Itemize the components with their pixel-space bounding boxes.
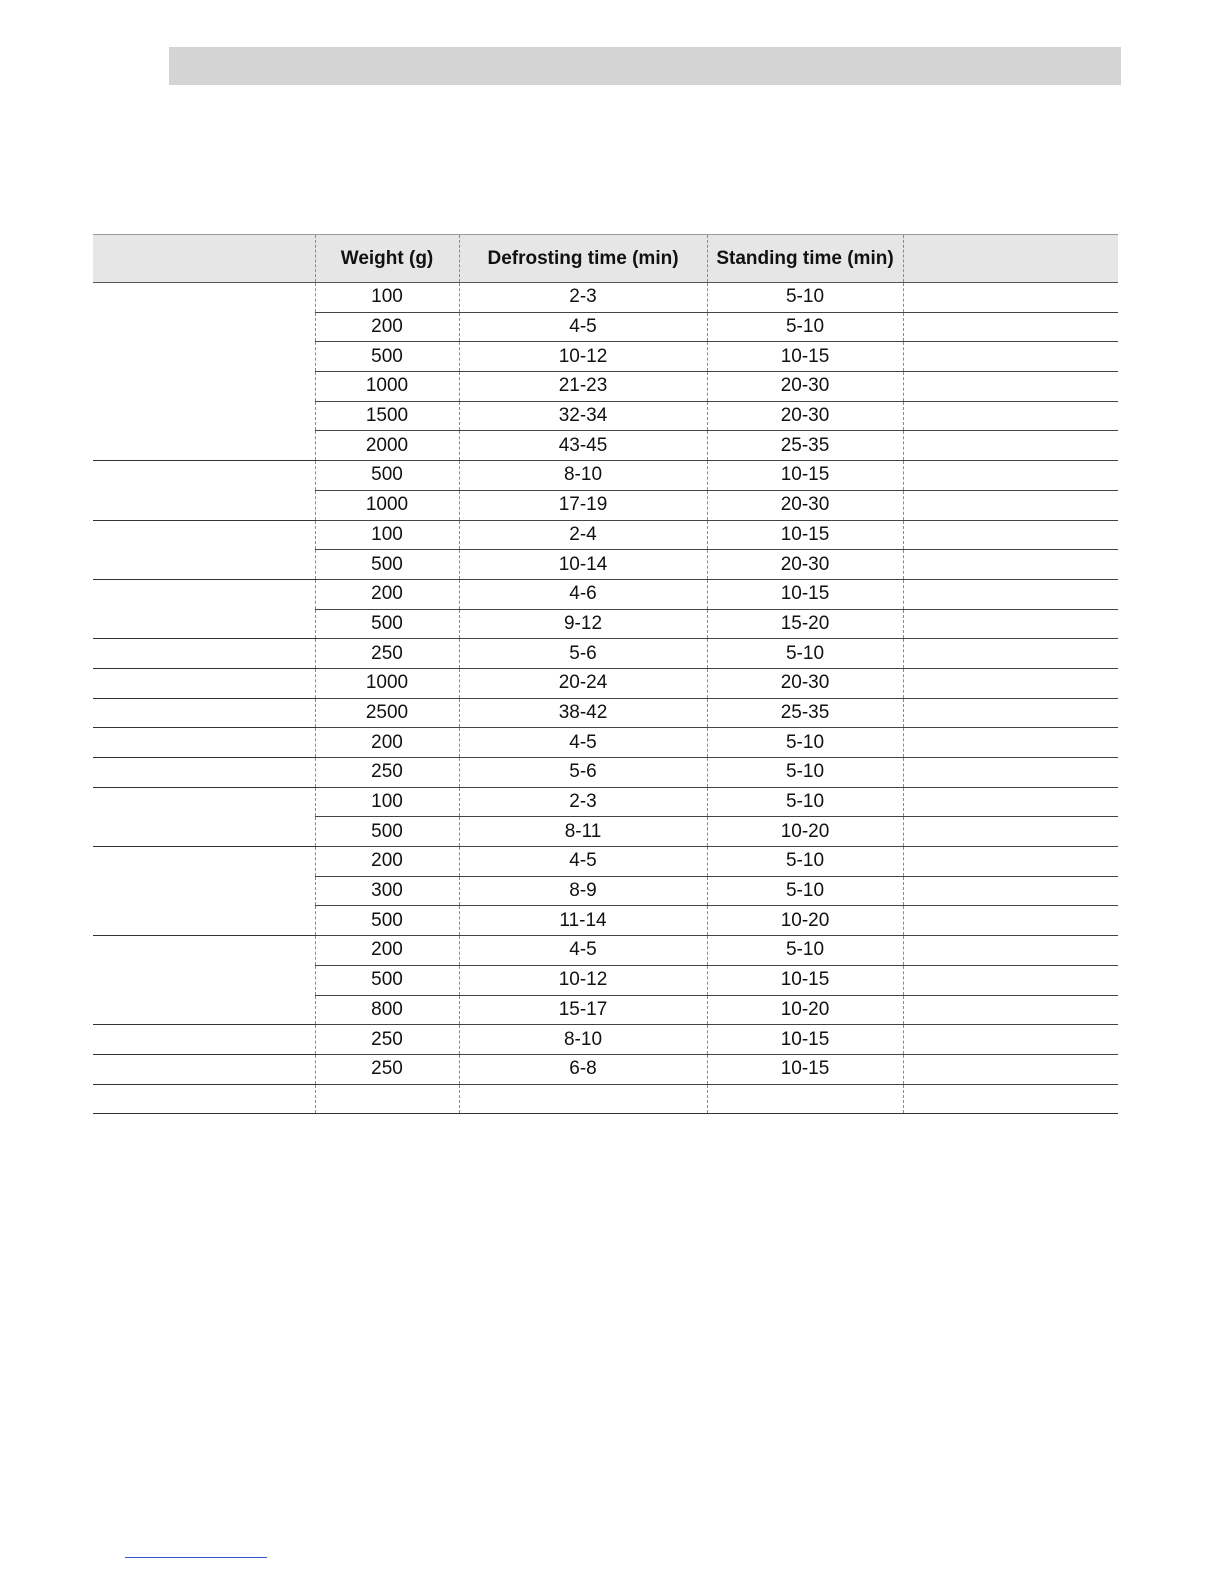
cell-defrosting-time: 2-4 <box>459 520 707 550</box>
cell-notes <box>903 787 1118 817</box>
cell-notes <box>903 668 1118 698</box>
cell-notes <box>903 698 1118 728</box>
cell-standing-time: 10-15 <box>707 965 903 995</box>
cell-standing-time: 5-10 <box>707 728 903 758</box>
cell-standing-time: 5-10 <box>707 936 903 966</box>
cell-standing-time: 5-10 <box>707 283 903 313</box>
cell-food <box>93 728 315 758</box>
cell-defrosting-time: 2-3 <box>459 283 707 313</box>
table-row <box>93 847 1118 877</box>
table-row <box>93 728 1118 758</box>
cell-defrosting-time: 8-10 <box>459 461 707 491</box>
cell-notes <box>903 520 1118 550</box>
cell-standing-time: 20-30 <box>707 372 903 402</box>
cell-defrosting-time: 10-12 <box>459 965 707 995</box>
cell-standing-time: 20-30 <box>707 550 903 580</box>
header-food <box>93 235 315 283</box>
cell-defrosting-time: 4-6 <box>459 579 707 609</box>
cell-defrosting-time: 17-19 <box>459 490 707 520</box>
cell-weight: 800 <box>315 995 459 1025</box>
cell-weight: 100 <box>315 787 459 817</box>
footnote-rule <box>125 1557 267 1558</box>
cell-standing-time: 5-10 <box>707 847 903 877</box>
cell-notes <box>903 995 1118 1025</box>
cell-standing-time: 20-30 <box>707 668 903 698</box>
cell-defrosting-time: 4-5 <box>459 936 707 966</box>
cell-standing-time: 5-10 <box>707 312 903 342</box>
cell-weight: 200 <box>315 728 459 758</box>
cell-notes <box>903 936 1118 966</box>
cell-standing-time: 10-15 <box>707 1025 903 1055</box>
cell-weight: 500 <box>315 342 459 372</box>
table-row <box>93 787 1118 817</box>
cell-standing-time: 10-15 <box>707 579 903 609</box>
cell-standing-time: 10-20 <box>707 995 903 1025</box>
cell-notes <box>903 550 1118 580</box>
cell-defrosting-time: 2-3 <box>459 787 707 817</box>
table-row <box>93 936 1118 966</box>
table-row <box>93 668 1118 698</box>
cell-defrosting-time: 8-10 <box>459 1025 707 1055</box>
cell-food <box>93 1054 315 1084</box>
cell-weight: 500 <box>315 906 459 936</box>
table-row <box>93 698 1118 728</box>
cell-defrosting-time: 5-6 <box>459 639 707 669</box>
cell-notes <box>903 906 1118 936</box>
cell-food <box>93 579 315 638</box>
cell-weight: 200 <box>315 579 459 609</box>
cell-weight: 200 <box>315 936 459 966</box>
cell-defrosting-time: 6-8 <box>459 1054 707 1084</box>
cell-notes <box>903 758 1118 788</box>
table-row <box>93 520 1118 550</box>
cell-weight: 200 <box>315 847 459 877</box>
cell-notes <box>903 817 1118 847</box>
cell-standing-time: 5-10 <box>707 639 903 669</box>
cell-food <box>93 520 315 579</box>
cell-weight: 250 <box>315 758 459 788</box>
cell-defrosting-time: 9-12 <box>459 609 707 639</box>
cell-standing-time: 5-10 <box>707 787 903 817</box>
cell-defrosting-time: 10-14 <box>459 550 707 580</box>
cell-weight: 2000 <box>315 431 459 461</box>
cell-food <box>93 639 315 669</box>
cell-notes <box>903 639 1118 669</box>
cell-standing-time: 5-10 <box>707 876 903 906</box>
cell-food <box>93 668 315 698</box>
cell-standing-time: 10-15 <box>707 461 903 491</box>
cell-weight: 500 <box>315 609 459 639</box>
cell-notes <box>903 579 1118 609</box>
cell-weight: 100 <box>315 283 459 313</box>
cell-defrosting-time: 4-5 <box>459 312 707 342</box>
cell-food <box>93 1084 315 1114</box>
cell-defrosting-time: 32-34 <box>459 401 707 431</box>
cell-weight: 1000 <box>315 490 459 520</box>
cell-standing-time: 10-20 <box>707 817 903 847</box>
table-row <box>93 1054 1118 1084</box>
cell-weight: 500 <box>315 461 459 491</box>
cell-weight: 250 <box>315 1025 459 1055</box>
cell-notes <box>903 283 1118 313</box>
table-row <box>93 283 1118 313</box>
cell-standing-time: 10-20 <box>707 906 903 936</box>
cell-notes <box>903 847 1118 877</box>
header-weight: Weight (g) <box>315 235 459 283</box>
cell-standing-time <box>707 1084 903 1114</box>
cell-weight: 1500 <box>315 401 459 431</box>
defrosting-table <box>93 234 1118 1114</box>
cell-defrosting-time: 5-6 <box>459 758 707 788</box>
cell-notes <box>903 1054 1118 1084</box>
cell-notes <box>903 876 1118 906</box>
cell-weight: 500 <box>315 965 459 995</box>
cell-weight: 250 <box>315 1054 459 1084</box>
cell-defrosting-time: 43-45 <box>459 431 707 461</box>
cell-standing-time: 5-10 <box>707 758 903 788</box>
cell-defrosting-time: 8-9 <box>459 876 707 906</box>
cell-notes <box>903 431 1118 461</box>
cell-notes <box>903 312 1118 342</box>
cell-food <box>93 461 315 520</box>
cell-weight: 500 <box>315 817 459 847</box>
table-row <box>93 461 1118 491</box>
cell-notes <box>903 490 1118 520</box>
cell-notes <box>903 965 1118 995</box>
cell-defrosting-time: 38-42 <box>459 698 707 728</box>
cell-standing-time: 20-30 <box>707 401 903 431</box>
cell-notes <box>903 1084 1118 1114</box>
cell-notes <box>903 609 1118 639</box>
cell-defrosting-time <box>459 1084 707 1114</box>
cell-standing-time: 10-15 <box>707 342 903 372</box>
cell-defrosting-time: 21-23 <box>459 372 707 402</box>
cell-defrosting-time: 11-14 <box>459 906 707 936</box>
cell-notes <box>903 1025 1118 1055</box>
cell-notes <box>903 461 1118 491</box>
cell-defrosting-time: 10-12 <box>459 342 707 372</box>
table-row <box>93 1025 1118 1055</box>
cell-food <box>93 698 315 728</box>
cell-defrosting-time: 20-24 <box>459 668 707 698</box>
cell-notes <box>903 401 1118 431</box>
cell-defrosting-time: 4-5 <box>459 728 707 758</box>
cell-food <box>93 936 315 1025</box>
cell-defrosting-time: 15-17 <box>459 995 707 1025</box>
cell-weight: 300 <box>315 876 459 906</box>
cell-food <box>93 758 315 788</box>
cell-weight: 1000 <box>315 668 459 698</box>
header-standing-time: Standing time (min) <box>707 235 903 283</box>
table-row <box>93 639 1118 669</box>
cell-standing-time: 15-20 <box>707 609 903 639</box>
table-row <box>93 1084 1118 1114</box>
cell-notes <box>903 728 1118 758</box>
table-row <box>93 579 1118 609</box>
cell-weight: 100 <box>315 520 459 550</box>
cell-standing-time: 10-15 <box>707 520 903 550</box>
section-header-band <box>169 47 1121 85</box>
cell-standing-time: 25-35 <box>707 431 903 461</box>
cell-defrosting-time: 4-5 <box>459 847 707 877</box>
cell-food <box>93 1025 315 1055</box>
cell-weight: 250 <box>315 639 459 669</box>
cell-weight: 1000 <box>315 372 459 402</box>
cell-food <box>93 787 315 846</box>
table-header-row <box>93 235 1118 283</box>
cell-standing-time: 10-15 <box>707 1054 903 1084</box>
cell-weight <box>315 1084 459 1114</box>
header-defrosting-time: Defrosting time (min) <box>459 235 707 283</box>
cell-weight: 200 <box>315 312 459 342</box>
cell-weight: 500 <box>315 550 459 580</box>
table-row <box>93 758 1118 788</box>
cell-food <box>93 283 315 461</box>
cell-weight: 2500 <box>315 698 459 728</box>
cell-notes <box>903 342 1118 372</box>
cell-notes <box>903 372 1118 402</box>
cell-standing-time: 25-35 <box>707 698 903 728</box>
cell-standing-time: 20-30 <box>707 490 903 520</box>
table-body <box>93 283 1118 1114</box>
cell-food <box>93 847 315 936</box>
cell-defrosting-time: 8-11 <box>459 817 707 847</box>
header-notes <box>903 235 1118 283</box>
